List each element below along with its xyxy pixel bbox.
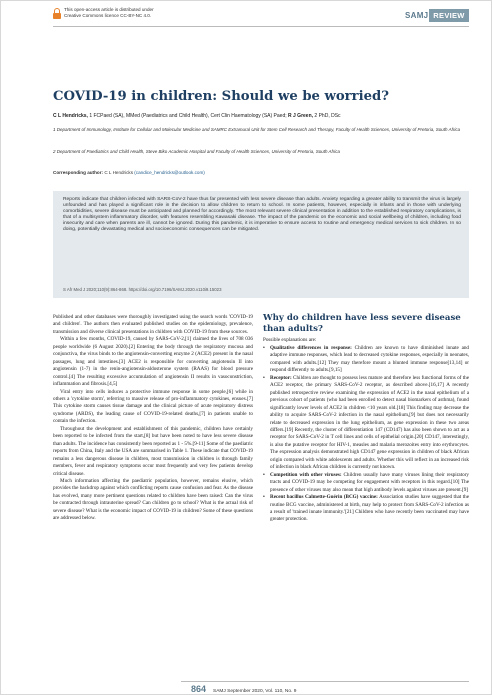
issue-info: SAMJ September 2020, Vol. 110, No. 9 <box>213 689 297 694</box>
open-access-line2: Creative Commons licence CC-BY-NC 4.0. <box>64 13 152 18</box>
list-item-text: Children are thought to possess less mature and therefore less functional forms of the ACE2 receptor, the primary SARS-CoV-2 receptor, as described above.[16,17] A recently published retrospective review examining the expression of ACE2 in the nasal epithelium of a previous cohort of patients (who had been enrolled to detect nasal biomarkers of asthma), found significantly lower levels of ACE2 in children <10 years old.[18] This finding may decrease the ability to acquire SARS-CoV-2 infection in the nasal epithelium,[9] but does not necessarily relate to decreased expression in the lung epithelium, as gene expression in these two areas differs.[19] Recently, the cluster of differentiation 147 (CD147) has also been shown to act as a receptor for SARS-CoV-2 in T cell lines and cells of epithelial origin.[20] CD147, interestingly, is also the putative receptor for HIV-1, measles and malaria merozoites entry into erythrocytes. The expression analysis demonstrated high CD147 gene expression in children of black African origin compared with white adolescents and adults. Whether this will reflect in an increased risk of infection in black African children is currently not known. <box>270 374 469 471</box>
corresponding-label: Corresponding author: <box>53 170 104 175</box>
journal-name: SAMJ <box>405 11 429 20</box>
citation-doi-link[interactable]: S Afr Med J 2020;110(9):864-868. https://doi.org/10.7196/SAMJ.2020.v110i9.15023 <box>63 287 222 292</box>
list-item-label: Receptor: <box>270 374 292 381</box>
paragraph: Viral entry into cells induces a protective immune response in some people,[6] while in others a 'cytokine storm', referring to massive release of pro-inflammatory cytokines, ensues.[7] This cytokine storm causes tissue damage and the clinical picture of acute respiratory distress syndrome (ARDS), the leading cause of COVID-19-related deaths,[7] in patients unable to contain the infection. <box>53 388 253 425</box>
page-number: 864 <box>191 684 207 694</box>
list-item-text: Children are known to have diminished innate and adaptive immune responses, which lead to decreased cytokine responses, especially in neonates, compared with adults.[12] They may therefore mount a blunted immune response[13,14] or respond differently to adults.[9,15] <box>270 345 470 374</box>
paragraph: Within a few months, COVID-19, caused by SARS-CoV-2,[1] claimed the lives of 708 036 people worldwide (6 August 2020).[2] Entering the body through the respiratory mucosa and conjunctiva, the virus binds to the angiotensin-converting enzyme 2 (ACE2) present in the nasal passages, lung and intestines.[3] ACE2 is responsible for converting angiotensin II into angiotensin (1-7) in the renin-angiotensin-aldosterone system (RAAS) for blood pressure control.[4] The resulting excessive accumulation of angiotensin II results in vasoconstriction, inflammation and fibrosis.[4,5] <box>53 336 253 388</box>
list-item <box>263 345 469 375</box>
section-subheading: Possible explanations are: <box>263 337 317 343</box>
header-divider <box>53 26 469 27</box>
open-access-lock-icon <box>53 8 61 19</box>
corresponding-email-link[interactable]: (candice_hendricks@outlook.com) <box>134 170 205 175</box>
affiliation-1: 1 Department of Immunology, Institute for Cellular and Molecular Medicine and SAMRC Extramural Unit for Stem Cell Research and Therapy, Faculty of Health Sciences, University of Pretoria, South Africa <box>53 127 461 132</box>
author1-degrees: 1 FCPaed (SA), MMed (Paediatrics and Child Health), Cert Clin Haematology (SA) Paed; <box>89 113 287 119</box>
list-item <box>263 494 469 524</box>
paragraph: Much information affecting the paediatric population, however, remains elusive, which provides the backdrop against which conflicting reports cause confusion and fear. As the disease has evolved, many more pertinent questions related to children have been raised: Can the virus be contracted through intrauterine spread? Can children go to school? What is the actual risk of severe disease? What is the economic impact of COVID-19 in children? Some of these questions are addressed below. <box>53 477 253 522</box>
list-item-text: Children usually have many viruses lining their respiratory tracts and COVID-19 may be competing for engagement with receptors in this regard.[10] The presence of other viruses may also mean that high antibody levels against viruses are present.[9] <box>270 471 469 493</box>
author2-degrees: 2 PhD, DSc <box>314 113 341 119</box>
explanation-list <box>263 345 469 524</box>
author2-name: R J Green, <box>288 113 314 119</box>
list-item-text: Association studies have suggested that the routine BCG vaccine, administered at birth, may help to protect from SARS-CoV-2 infection as a result of 'trained innate immunity.'[21] Children who have recently been vaccinated may have greater protection. <box>270 494 470 523</box>
corresponding-author <box>53 170 469 175</box>
affiliation-2: 2 Department of Paediatrics and Child Health, Steve Biko Academic Hospital and Faculty of Health Sciences, University of Pretoria, South Africa <box>53 149 341 154</box>
abstract-text: Reports indicate that children infected with SARS-CoV-2 have thus far presented with less severe disease than adults. Anxiety regarding a greater ability to transmit the virus is largely unfounded and has played a significant role in the decision to allow children to return to school. In some patients, however, especially in infants and in those with underlying comorbidities, severe disease must be anticipated and planned for accordingly. The most relevant severe clinical presentation in addition to the established respiratory complications, is that of a multisystem inflammatory disorder, with features resembling Kawasaki disease. The impact of the pandemic on the economic and social wellbeing of children, including food insecurity and care when parents are ill, cannot be ignored. During this pandemic, it is imperative to ensure access to routine and emergency medical services to sick children. In so doing, potentially devastating medical and socioeconomic consequences can be mitigated. <box>63 197 461 233</box>
section-badge: REVIEW <box>429 9 469 22</box>
paragraph: Published and other databases were thoroughly investigated using the search words 'COVID-19 and children'. The authors then evaluated published studies on the epidemiology, prevalence, transmission and diverse clinical presentations in children with COVID-19 from these sources. <box>53 314 253 335</box>
list-item-label: Recent bacillus Calmette-Guérin (BCG) vaccine: <box>270 494 378 501</box>
article-title: COVID-19 in children: Should we be worried? <box>53 89 389 104</box>
list-item-label: Qualitative differences in response: <box>270 345 352 351</box>
corresponding-name: C L Hendricks <box>104 170 133 175</box>
left-column <box>53 314 253 523</box>
page-footer <box>191 684 296 694</box>
right-column <box>263 345 469 524</box>
list-item <box>263 472 469 494</box>
list-item <box>263 375 469 472</box>
author1-name: C L Hendricks, <box>53 113 88 119</box>
footer-divider <box>181 681 469 682</box>
paragraph: Throughout the development and establishment of this pandemic, children have certainly been reported to be infected from the start,[8] but have been noted to have less severe disease than adults. The incidence has consistently been reported as 1 - 5%.[9-11] Some of the paediatric reports from China, Italy and the USA are summarised in Table 1. These indicate that COVID-19 remains a less dangerous disease in children, most transmission in children is through family members, fever and respiratory symptoms occur most frequently and very few patients develop critical disease. <box>53 425 253 477</box>
open-access-notice <box>53 7 154 19</box>
author-line <box>53 113 469 120</box>
open-access-line1: This open-access article is distributed under <box>64 7 154 12</box>
open-access-text <box>64 7 154 19</box>
section-heading: Why do children have less severe disease than adults? <box>263 313 461 334</box>
list-item-label: Competition with other viruses: <box>270 471 342 478</box>
